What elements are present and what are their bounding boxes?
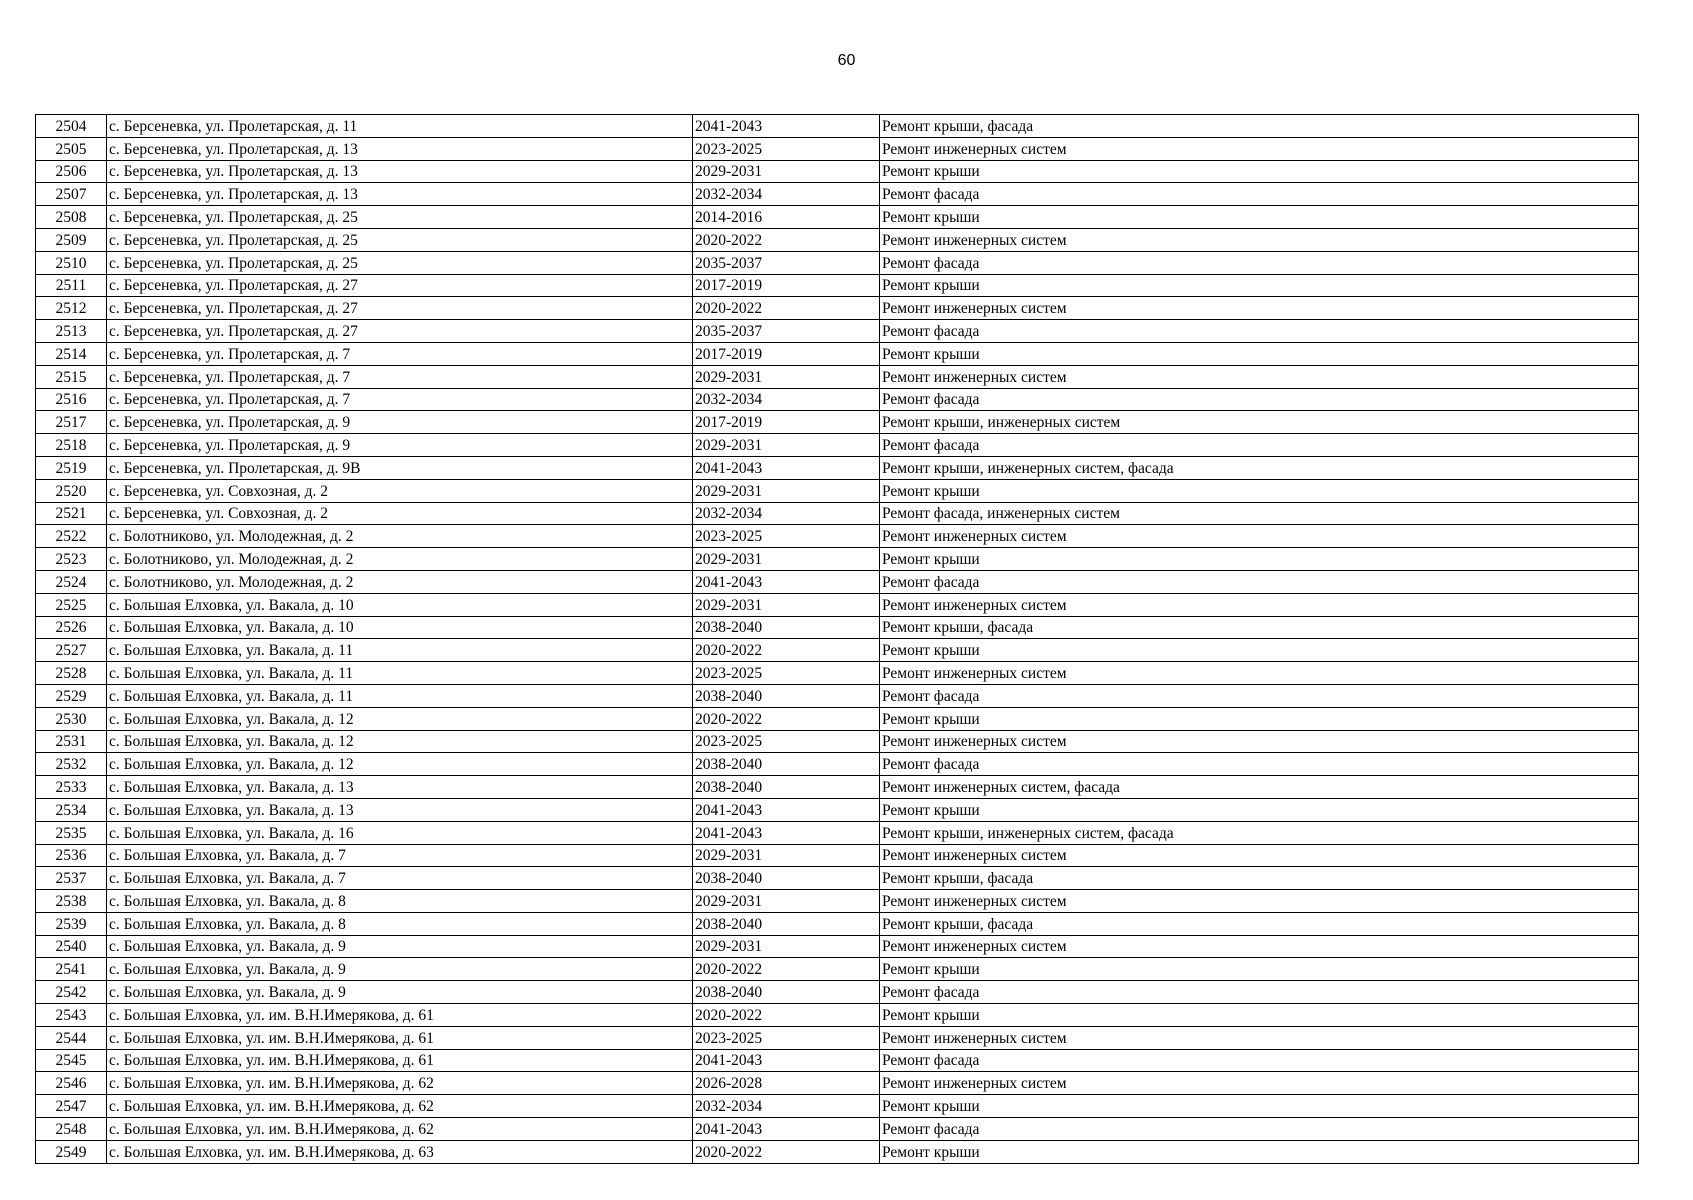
work-type-cell: Ремонт инженерных систем — [880, 1026, 1639, 1049]
row-number-cell: 2529 — [36, 684, 107, 707]
address-cell: с. Берсеневка, ул. Пролетарская, д. 9 — [107, 411, 693, 434]
row-number-cell: 2525 — [36, 593, 107, 616]
table-row — [36, 365, 1639, 388]
period-cell: 2020-2022 — [693, 297, 880, 320]
period-cell: 2020-2022 — [693, 1004, 880, 1027]
period-cell: 2029-2031 — [693, 890, 880, 913]
row-number-cell: 2542 — [36, 981, 107, 1004]
row-number-cell: 2540 — [36, 935, 107, 958]
address-cell: с. Большая Елховка, ул. Вакала, д. 9 — [107, 981, 693, 1004]
row-number-cell: 2505 — [36, 137, 107, 160]
table-row — [36, 251, 1639, 274]
period-cell: 2035-2037 — [693, 320, 880, 343]
period-cell: 2032-2034 — [693, 502, 880, 525]
address-cell: с. Берсеневка, ул. Совхозная, д. 2 — [107, 502, 693, 525]
address-cell: с. Большая Елховка, ул. Вакала, д. 12 — [107, 753, 693, 776]
work-type-cell: Ремонт крыши — [880, 1140, 1639, 1163]
row-number-cell: 2515 — [36, 365, 107, 388]
row-number-cell: 2524 — [36, 570, 107, 593]
address-cell: с. Болотниково, ул. Молодежная, д. 2 — [107, 570, 693, 593]
table-row — [36, 206, 1639, 229]
row-number-cell: 2527 — [36, 639, 107, 662]
work-type-cell: Ремонт инженерных систем — [880, 844, 1639, 867]
table-row — [36, 115, 1639, 138]
table-row — [36, 160, 1639, 183]
row-number-cell: 2537 — [36, 867, 107, 890]
work-type-cell: Ремонт фасада — [880, 183, 1639, 206]
table-row — [36, 753, 1639, 776]
table-row — [36, 1026, 1639, 1049]
work-type-cell: Ремонт фасада — [880, 251, 1639, 274]
address-cell: с. Большая Елховка, ул. Вакала, д. 13 — [107, 776, 693, 799]
table-row — [36, 1140, 1639, 1163]
table-row — [36, 593, 1639, 616]
table-row — [36, 890, 1639, 913]
table-row — [36, 639, 1639, 662]
work-type-cell: Ремонт крыши — [880, 639, 1639, 662]
work-type-cell: Ремонт фасада — [880, 981, 1639, 1004]
row-number-cell: 2546 — [36, 1072, 107, 1095]
table-row — [36, 707, 1639, 730]
row-number-cell: 2510 — [36, 251, 107, 274]
address-cell: с. Большая Елховка, ул. Вакала, д. 13 — [107, 798, 693, 821]
address-cell: с. Большая Елховка, ул. им. В.Н.Имерякова, д. 61 — [107, 1026, 693, 1049]
row-number-cell: 2532 — [36, 753, 107, 776]
address-cell: с. Большая Елховка, ул. им. В.Н.Имерякова, д. 62 — [107, 1118, 693, 1141]
row-number-cell: 2534 — [36, 798, 107, 821]
row-number-cell: 2543 — [36, 1004, 107, 1027]
period-cell: 2038-2040 — [693, 981, 880, 1004]
row-number-cell: 2512 — [36, 297, 107, 320]
period-cell: 2023-2025 — [693, 525, 880, 548]
period-cell: 2020-2022 — [693, 1140, 880, 1163]
address-cell: с. Большая Елховка, ул. Вакала, д. 12 — [107, 707, 693, 730]
period-cell: 2029-2031 — [693, 593, 880, 616]
address-cell: с. Берсеневка, ул. Пролетарская, д. 9В — [107, 456, 693, 479]
work-type-cell: Ремонт крыши — [880, 479, 1639, 502]
period-cell: 2029-2031 — [693, 434, 880, 457]
table-row — [36, 616, 1639, 639]
work-type-cell: Ремонт инженерных систем — [880, 662, 1639, 685]
address-cell: с. Берсеневка, ул. Пролетарская, д. 7 — [107, 365, 693, 388]
table-row — [36, 388, 1639, 411]
period-cell: 2014-2016 — [693, 206, 880, 229]
period-cell: 2041-2043 — [693, 570, 880, 593]
period-cell: 2041-2043 — [693, 821, 880, 844]
table-row — [36, 798, 1639, 821]
period-cell: 2017-2019 — [693, 411, 880, 434]
row-number-cell: 2541 — [36, 958, 107, 981]
row-number-cell: 2521 — [36, 502, 107, 525]
row-number-cell: 2536 — [36, 844, 107, 867]
address-cell: с. Большая Елховка, ул. Вакала, д. 11 — [107, 639, 693, 662]
period-cell: 2038-2040 — [693, 684, 880, 707]
work-type-cell: Ремонт инженерных систем — [880, 228, 1639, 251]
table-row — [36, 867, 1639, 890]
period-cell: 2023-2025 — [693, 1026, 880, 1049]
table-row — [36, 1049, 1639, 1072]
period-cell: 2029-2031 — [693, 365, 880, 388]
period-cell: 2038-2040 — [693, 753, 880, 776]
row-number-cell: 2545 — [36, 1049, 107, 1072]
work-type-cell: Ремонт крыши — [880, 1095, 1639, 1118]
repair-schedule-table — [35, 114, 1639, 1164]
address-cell: с. Большая Елховка, ул. Вакала, д. 11 — [107, 684, 693, 707]
work-type-cell: Ремонт фасада — [880, 753, 1639, 776]
row-number-cell: 2538 — [36, 890, 107, 913]
work-type-cell: Ремонт инженерных систем — [880, 730, 1639, 753]
address-cell: с. Берсеневка, ул. Пролетарская, д. 27 — [107, 274, 693, 297]
address-cell: с. Болотниково, ул. Молодежная, д. 2 — [107, 548, 693, 571]
table-row — [36, 183, 1639, 206]
work-type-cell: Ремонт инженерных систем — [880, 525, 1639, 548]
table-row — [36, 912, 1639, 935]
work-type-cell: Ремонт фасада — [880, 1118, 1639, 1141]
table-row — [36, 662, 1639, 685]
period-cell: 2038-2040 — [693, 912, 880, 935]
row-number-cell: 2533 — [36, 776, 107, 799]
period-cell: 2041-2043 — [693, 1049, 880, 1072]
address-cell: с. Большая Елховка, ул. Вакала, д. 12 — [107, 730, 693, 753]
address-cell: с. Большая Елховка, ул. им. В.Н.Имерякова, д. 62 — [107, 1095, 693, 1118]
period-cell: 2041-2043 — [693, 798, 880, 821]
period-cell: 2035-2037 — [693, 251, 880, 274]
work-type-cell: Ремонт фасада — [880, 434, 1639, 457]
address-cell: с. Берсеневка, ул. Пролетарская, д. 7 — [107, 388, 693, 411]
work-type-cell: Ремонт крыши — [880, 958, 1639, 981]
table-row — [36, 1118, 1639, 1141]
row-number-cell: 2509 — [36, 228, 107, 251]
table-row — [36, 684, 1639, 707]
table-body — [36, 115, 1639, 1164]
work-type-cell: Ремонт инженерных систем — [880, 1072, 1639, 1095]
address-cell: с. Большая Елховка, ул. Вакала, д. 8 — [107, 912, 693, 935]
period-cell: 2041-2043 — [693, 1118, 880, 1141]
work-type-cell: Ремонт инженерных систем — [880, 935, 1639, 958]
address-cell: с. Берсеневка, ул. Пролетарская, д. 27 — [107, 320, 693, 343]
period-cell: 2020-2022 — [693, 639, 880, 662]
page-number: 60 — [837, 52, 856, 69]
address-cell: с. Берсеневка, ул. Пролетарская, д. 13 — [107, 183, 693, 206]
row-number-cell: 2548 — [36, 1118, 107, 1141]
work-type-cell: Ремонт инженерных систем — [880, 890, 1639, 913]
address-cell: с. Берсеневка, ул. Пролетарская, д. 11 — [107, 115, 693, 138]
address-cell: с. Берсеневка, ул. Пролетарская, д. 25 — [107, 228, 693, 251]
work-type-cell: Ремонт крыши — [880, 274, 1639, 297]
row-number-cell: 2528 — [36, 662, 107, 685]
row-number-cell: 2519 — [36, 456, 107, 479]
table-row — [36, 981, 1639, 1004]
row-number-cell: 2549 — [36, 1140, 107, 1163]
period-cell: 2029-2031 — [693, 844, 880, 867]
table-row — [36, 776, 1639, 799]
row-number-cell: 2513 — [36, 320, 107, 343]
table-row — [36, 320, 1639, 343]
table-row — [36, 1095, 1639, 1118]
row-number-cell: 2518 — [36, 434, 107, 457]
address-cell: с. Большая Елховка, ул. Вакала, д. 9 — [107, 958, 693, 981]
table-row — [36, 548, 1639, 571]
table-row — [36, 228, 1639, 251]
table-row — [36, 456, 1639, 479]
row-number-cell: 2520 — [36, 479, 107, 502]
table-row — [36, 342, 1639, 365]
address-cell: с. Большая Елховка, ул. Вакала, д. 16 — [107, 821, 693, 844]
period-cell: 2020-2022 — [693, 707, 880, 730]
address-cell: с. Большая Елховка, ул. Вакала, д. 7 — [107, 844, 693, 867]
table-row — [36, 570, 1639, 593]
period-cell: 2026-2028 — [693, 1072, 880, 1095]
work-type-cell: Ремонт инженерных систем — [880, 593, 1639, 616]
address-cell: с. Большая Елховка, ул. Вакала, д. 9 — [107, 935, 693, 958]
period-cell: 2020-2022 — [693, 228, 880, 251]
table-row — [36, 434, 1639, 457]
period-cell: 2017-2019 — [693, 342, 880, 365]
address-cell: с. Берсеневка, ул. Пролетарская, д. 25 — [107, 206, 693, 229]
address-cell: с. Большая Елховка, ул. Вакала, д. 8 — [107, 890, 693, 913]
work-type-cell: Ремонт крыши, фасада — [880, 867, 1639, 890]
row-number-cell: 2511 — [36, 274, 107, 297]
row-number-cell: 2526 — [36, 616, 107, 639]
work-type-cell: Ремонт крыши, фасада — [880, 912, 1639, 935]
row-number-cell: 2547 — [36, 1095, 107, 1118]
row-number-cell: 2507 — [36, 183, 107, 206]
work-type-cell: Ремонт крыши — [880, 707, 1639, 730]
work-type-cell: Ремонт инженерных систем — [880, 365, 1639, 388]
table-row — [36, 502, 1639, 525]
period-cell: 2038-2040 — [693, 867, 880, 890]
work-type-cell: Ремонт фасада — [880, 570, 1639, 593]
table-row — [36, 1072, 1639, 1095]
address-cell: с. Большая Елховка, ул. Вакала, д. 11 — [107, 662, 693, 685]
period-cell: 2029-2031 — [693, 935, 880, 958]
work-type-cell: Ремонт крыши, инженерных систем, фасада — [880, 456, 1639, 479]
row-number-cell: 2535 — [36, 821, 107, 844]
period-cell: 2041-2043 — [693, 456, 880, 479]
address-cell: с. Болотниково, ул. Молодежная, д. 2 — [107, 525, 693, 548]
table-row — [36, 137, 1639, 160]
period-cell: 2029-2031 — [693, 548, 880, 571]
table-row — [36, 935, 1639, 958]
table-row — [36, 730, 1639, 753]
address-cell: с. Берсеневка, ул. Совхозная, д. 2 — [107, 479, 693, 502]
work-type-cell: Ремонт крыши — [880, 548, 1639, 571]
work-type-cell: Ремонт крыши, фасада — [880, 115, 1639, 138]
period-cell: 2023-2025 — [693, 662, 880, 685]
row-number-cell: 2530 — [36, 707, 107, 730]
period-cell: 2023-2025 — [693, 137, 880, 160]
address-cell: с. Большая Елховка, ул. им. В.Н.Имерякова, д. 62 — [107, 1072, 693, 1095]
work-type-cell: Ремонт фасада — [880, 320, 1639, 343]
work-type-cell: Ремонт фасада — [880, 684, 1639, 707]
address-cell: с. Берсеневка, ул. Пролетарская, д. 13 — [107, 160, 693, 183]
period-cell: 2038-2040 — [693, 616, 880, 639]
work-type-cell: Ремонт крыши, инженерных систем, фасада — [880, 821, 1639, 844]
table-row — [36, 821, 1639, 844]
work-type-cell: Ремонт инженерных систем, фасада — [880, 776, 1639, 799]
address-cell: с. Большая Елховка, ул. им. В.Н.Имерякова, д. 61 — [107, 1004, 693, 1027]
period-cell: 2041-2043 — [693, 115, 880, 138]
work-type-cell: Ремонт фасада, инженерных систем — [880, 502, 1639, 525]
row-number-cell: 2514 — [36, 342, 107, 365]
address-cell: с. Большая Елховка, ул. Вакала, д. 10 — [107, 616, 693, 639]
work-type-cell: Ремонт крыши — [880, 798, 1639, 821]
table-row — [36, 274, 1639, 297]
period-cell: 2017-2019 — [693, 274, 880, 297]
period-cell: 2038-2040 — [693, 776, 880, 799]
work-type-cell: Ремонт крыши — [880, 342, 1639, 365]
row-number-cell: 2506 — [36, 160, 107, 183]
period-cell: 2023-2025 — [693, 730, 880, 753]
table-row — [36, 958, 1639, 981]
period-cell: 2029-2031 — [693, 160, 880, 183]
work-type-cell: Ремонт крыши — [880, 206, 1639, 229]
address-cell: с. Берсеневка, ул. Пролетарская, д. 7 — [107, 342, 693, 365]
work-type-cell: Ремонт крыши — [880, 160, 1639, 183]
work-type-cell: Ремонт крыши, инженерных систем — [880, 411, 1639, 434]
period-cell: 2020-2022 — [693, 958, 880, 981]
work-type-cell: Ремонт крыши — [880, 1004, 1639, 1027]
work-type-cell: Ремонт крыши, фасада — [880, 616, 1639, 639]
period-cell: 2032-2034 — [693, 183, 880, 206]
table-row — [36, 479, 1639, 502]
work-type-cell: Ремонт фасада — [880, 1049, 1639, 1072]
work-type-cell: Ремонт инженерных систем — [880, 137, 1639, 160]
table-row — [36, 411, 1639, 434]
row-number-cell: 2504 — [36, 115, 107, 138]
address-cell: с. Берсеневка, ул. Пролетарская, д. 27 — [107, 297, 693, 320]
row-number-cell: 2544 — [36, 1026, 107, 1049]
table-row — [36, 844, 1639, 867]
address-cell: с. Большая Елховка, ул. Вакала, д. 7 — [107, 867, 693, 890]
address-cell: с. Большая Елховка, ул. Вакала, д. 10 — [107, 593, 693, 616]
table-row — [36, 297, 1639, 320]
address-cell: с. Берсеневка, ул. Пролетарская, д. 25 — [107, 251, 693, 274]
period-cell: 2032-2034 — [693, 1095, 880, 1118]
work-type-cell: Ремонт инженерных систем — [880, 297, 1639, 320]
row-number-cell: 2531 — [36, 730, 107, 753]
row-number-cell: 2517 — [36, 411, 107, 434]
address-cell: с. Большая Елховка, ул. им. В.Н.Имерякова, д. 63 — [107, 1140, 693, 1163]
row-number-cell: 2523 — [36, 548, 107, 571]
address-cell: с. Берсеневка, ул. Пролетарская, д. 13 — [107, 137, 693, 160]
table-row — [36, 1004, 1639, 1027]
row-number-cell: 2508 — [36, 206, 107, 229]
row-number-cell: 2539 — [36, 912, 107, 935]
row-number-cell: 2516 — [36, 388, 107, 411]
work-type-cell: Ремонт фасада — [880, 388, 1639, 411]
period-cell: 2032-2034 — [693, 388, 880, 411]
table-row — [36, 525, 1639, 548]
period-cell: 2029-2031 — [693, 479, 880, 502]
row-number-cell: 2522 — [36, 525, 107, 548]
address-cell: с. Большая Елховка, ул. им. В.Н.Имерякова, д. 61 — [107, 1049, 693, 1072]
address-cell: с. Берсеневка, ул. Пролетарская, д. 9 — [107, 434, 693, 457]
